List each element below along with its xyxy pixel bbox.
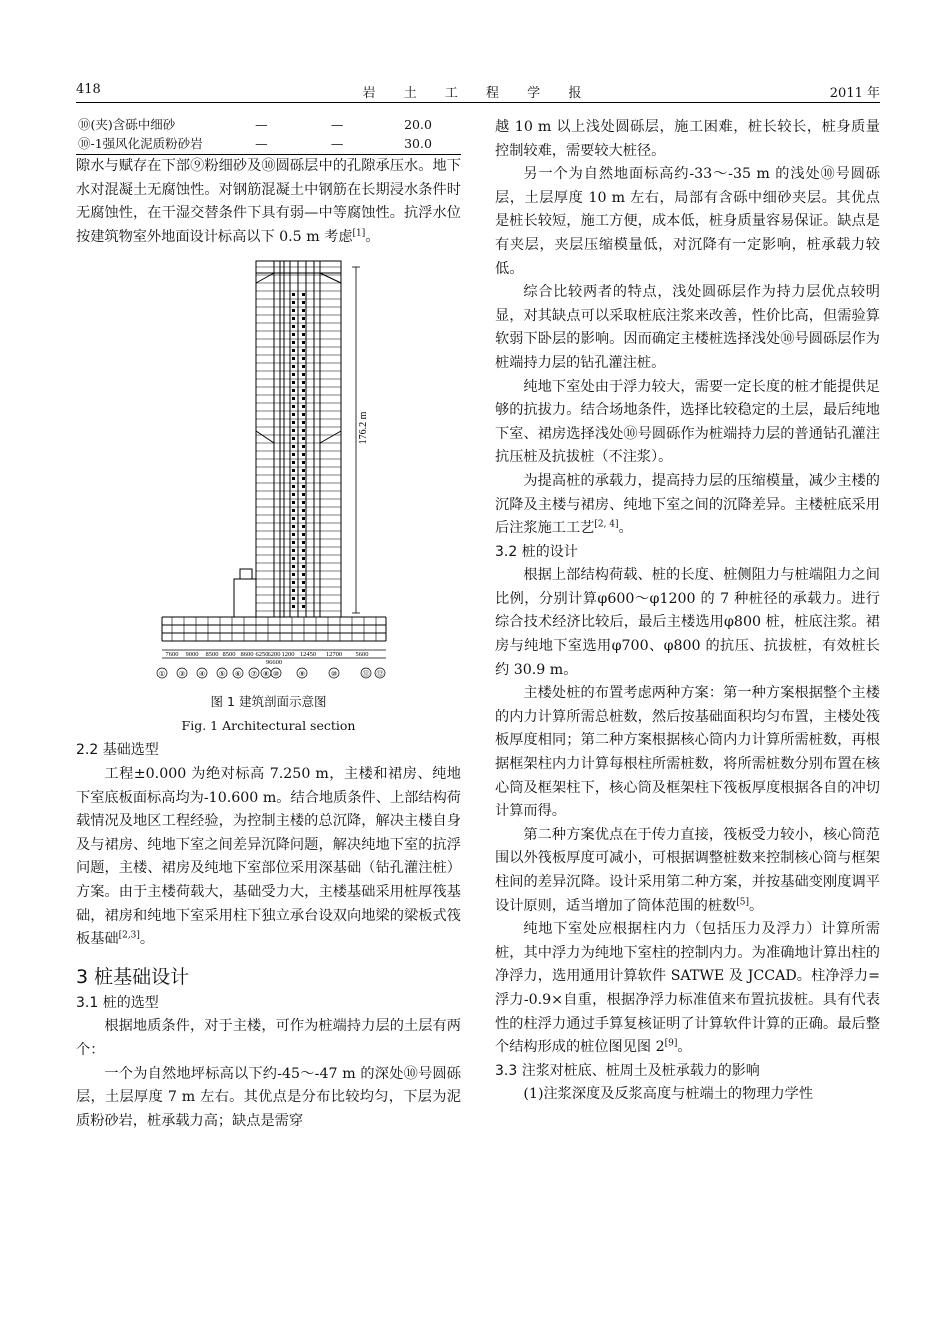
journal-title: 岩 土 工 程 学 报 — [362, 86, 594, 101]
core-opening — [292, 445, 295, 448]
core-opening — [292, 389, 295, 392]
table-row — [76, 134, 461, 155]
core-opening — [302, 437, 305, 440]
core-opening — [292, 341, 295, 344]
paragraph: 纯地下室处应根据柱内力（包括压力及浮力）计算所需桩，其中浮力为纯地下室柱的控制内力。为准确地计算出柱的净浮力，选用通用计算软件 SATWE 及 JCCAD。柱净浮力=浮力-0.9×自重，根据净浮力标准值来布置抗拔桩。具有代表性的柱浮力通过手算复核证明了计算软件计算的正确。最后整个结构形成的桩位图见图 2[9]。 — [495, 921, 880, 1056]
dimension-label: 12450 — [299, 651, 317, 659]
running-header — [76, 78, 880, 102]
core-opening — [302, 605, 305, 608]
core-opening — [292, 469, 295, 472]
core-opening — [302, 317, 305, 320]
core-opening — [292, 413, 295, 416]
core-opening — [292, 501, 295, 504]
core-opening — [292, 429, 295, 432]
dimension-label: 5600 — [355, 651, 369, 659]
table-cell: — — [330, 117, 344, 132]
core-opening — [292, 517, 295, 520]
dimension-label: 6250 — [255, 651, 269, 659]
axis-label: ⑤ — [218, 670, 226, 679]
axis-label: ④ — [198, 670, 206, 679]
core-opening — [302, 445, 305, 448]
core-opening — [292, 581, 295, 584]
citation: [9] — [664, 1038, 678, 1049]
core-opening — [302, 341, 305, 344]
axis-label: ⑥ — [234, 670, 242, 679]
core-opening — [302, 477, 305, 480]
axis-label: ⑪ — [362, 670, 370, 679]
core-opening — [302, 517, 305, 520]
citation: [2, 4] — [594, 519, 619, 530]
core-opening — [302, 501, 305, 504]
core-opening — [302, 581, 305, 584]
core-opening — [302, 533, 305, 536]
dimension-label: 7600 — [165, 651, 179, 659]
core-opening — [302, 485, 305, 488]
core-opening — [302, 421, 305, 424]
table-cell: 20.0 — [404, 117, 432, 132]
core-opening — [292, 437, 295, 440]
paragraph: 根据地质条件，对于主楼，可作为桩端持力层的土层有两个： — [76, 1018, 461, 1058]
total-dimension-label: 96600 — [265, 659, 283, 667]
core-opening — [302, 429, 305, 432]
axis-label: ③ — [178, 670, 186, 679]
core-opening — [292, 365, 295, 368]
core-opening — [292, 485, 295, 488]
core-opening — [302, 325, 305, 328]
core-opening — [292, 421, 295, 424]
axis-label: ⑩ — [330, 670, 338, 679]
core-opening — [292, 453, 295, 456]
paragraph: 纯地下室处由于浮力较大，需要一定长度的桩才能提供足够的抗拔力。结合场地条件，选择比较稳定的土层，最后纯地下室、裙房选择浅处⑩号圆砾作为桩端持力层的普通钻孔灌注抗压桩及抗拔桩（不注浆）。 — [495, 378, 880, 466]
core-opening — [292, 373, 295, 376]
core-opening — [302, 461, 305, 464]
left-column — [76, 116, 461, 1133]
core-opening — [292, 301, 295, 304]
axis-label: ⑫ — [376, 670, 384, 679]
soil-table-continuation — [76, 116, 461, 155]
paragraph: 另一个为自然地面标高约-33～-35 m 的浅处⑩号圆砾层，土层厚度 10 m 左右，局部有含砾中细砂夹层。其优点是桩长较短，施工方便，成本低，桩身质量容易保证。缺点是有夹层，夹层压缩模量低，对沉降有一定影响，桩承载力较低。 — [495, 166, 880, 277]
core-opening — [302, 309, 305, 312]
core-opening — [302, 293, 305, 296]
core-opening — [292, 509, 295, 512]
dimension-label: 8500 — [222, 651, 236, 659]
table-cell: ⑩-1强风化泥质粉砂岩 — [78, 136, 203, 151]
core-opening — [292, 461, 295, 464]
core-opening — [292, 333, 295, 336]
section-heading-3-2: 3.2 桩的设计 — [495, 543, 578, 560]
core-opening — [292, 405, 295, 408]
core-opening — [302, 493, 305, 496]
dimension-label: 8500 — [205, 651, 219, 659]
core-opening — [302, 565, 305, 568]
paragraph: 工程±0.000 为绝对标高 7.250 m，主楼和裙房、纯地下室底板面标高均为-10.600 m。结合地质条件、上部结构荷载情况及地区工程经验，为控制主楼的总沉降，解决主楼自身及与裙房、纯地下室之间差异沉降问题，解决纯地下室的抗浮问题，主楼、裙房及纯地下室部位采用深基础（钻孔灌注桩）方案。由于主楼荷载大，基础受力大，主楼基础采用桩厚筏基础，裙房和纯地下室采用柱下独立承台设双向地梁的梁板式筏板基础[2,3]。 — [76, 765, 461, 948]
axis-label: ① — [158, 670, 166, 679]
dimension-label: 9000 — [185, 651, 199, 659]
right-column — [495, 116, 880, 1107]
core-opening — [302, 413, 305, 416]
figure-caption-en: Fig. 1 Architectural section — [181, 718, 356, 734]
header-rule — [76, 102, 880, 103]
dimension-label: 1200 — [281, 651, 295, 659]
paragraph: 为提高桩的承载力，提高持力层的压缩模量，减少主楼的沉降及主楼与裙房、纯地下室之间的沉降差异。主楼桩底采用后注浆施工工艺[2, 4]。 — [495, 472, 880, 537]
core-opening — [302, 381, 305, 384]
journal-year: 2011 年 — [829, 86, 880, 101]
core-opening — [292, 597, 295, 600]
core-opening — [302, 541, 305, 544]
citation: [2,3] — [118, 930, 140, 941]
core-opening — [302, 549, 305, 552]
citation: [5] — [736, 896, 749, 907]
paragraph: 一个为自然地坪标高以下约-45～-47 m 的深处⑩号圆砾层，土层厚度 7 m 左右。其优点是分布比较均匀，下层为泥质粉砂岩，桩承载力高；缺点是需穿 — [76, 1065, 461, 1129]
axis-label: ⑦ — [250, 670, 258, 679]
core-opening — [302, 397, 305, 400]
page-number: 418 — [76, 82, 101, 97]
dimension-label: 6200 — [267, 651, 281, 659]
dimension-label: 12700 — [325, 651, 343, 659]
paragraph: 主楼处桩的布置考虑两种方案：第一种方案根据整个主楼的内力计算所需总桩数，然后按基础面积均匀布置，主楼处筏板厚度相同；第二种方案根据核心筒内力计算所需桩数，再根据框架柱内力计算每根柱所需桩数，将所需桩数分别布置在核心筒及框架柱下，核心筒及框架柱下筏板厚度根据各自的冲切计算而得。 — [495, 685, 880, 820]
paragraph: 综合比较两者的特点，浅处圆砾层作为持力层优点较明显，对其缺点可以采取桩底注浆来改善，性价比高，但需验算软弱下卧层的影响。因而确定主楼桩选择浅处⑩号圆砾层作为桩端持力层的钻孔灌注桩。 — [495, 284, 880, 371]
core-opening — [302, 357, 305, 360]
core-opening — [302, 597, 305, 600]
core-opening — [302, 573, 305, 576]
dimension-label: 8600 — [240, 651, 254, 659]
core-opening — [292, 477, 295, 480]
core-opening — [302, 301, 305, 304]
section-heading-3-1: 3.1 桩的选型 — [76, 994, 159, 1011]
core-opening — [292, 357, 295, 360]
core-opening — [292, 589, 295, 592]
core-opening — [302, 365, 305, 368]
core-opening — [292, 565, 295, 568]
core-opening — [302, 525, 305, 528]
core-opening — [302, 509, 305, 512]
axis-label: ⑨ — [298, 670, 306, 679]
core-opening — [292, 549, 295, 552]
core-opening — [292, 525, 295, 528]
core-opening — [302, 389, 305, 392]
core-opening — [302, 589, 305, 592]
paragraph: 隙水与赋存在下部⑨粉细砂及⑩圆砾层中的孔隙承压水。地下水对混凝土无腐蚀性。对钢筋混凝土中钢筋在长期浸水条件时无腐蚀性，在干湿交替条件下具有弱—中等腐蚀性。抗浮水位按建筑物室外地面设计标高以下 0.5 m 考虑[1]。 — [76, 158, 461, 245]
core-opening — [292, 573, 295, 576]
core-opening — [292, 605, 295, 608]
section-heading-2-2: 2.2 基础选型 — [76, 742, 159, 759]
core-opening — [302, 373, 305, 376]
axis-label: ⑧ — [262, 670, 270, 679]
core-opening — [302, 453, 305, 456]
figure-1 — [76, 253, 461, 691]
citation: [1] — [352, 228, 366, 239]
core-opening — [292, 541, 295, 544]
paragraph: 第二种方案优点在于传力直接，筏板受力较小，核心筒范围以外筏板厚度可减小，可根据调整桩数来控制核心筒与框架柱间的差异沉降。设计采用第二种方案，并按基础变刚度调平设计原则，适当增加了筒体范围的桩数[5]。 — [495, 826, 880, 914]
figure-caption-cn: 图 1 建筑剖面示意图 — [210, 694, 327, 710]
paragraph: 越 10 m 以上浅处圆砾层，施工困难，桩长较长，桩身质量控制较难，需要较大桩径。 — [495, 119, 880, 159]
table-cell: — — [255, 136, 268, 151]
paragraph: 根据上部结构荷载、桩的长度、桩侧阻力与桩端阻力之间比例，分别计算φ600～φ1200 的 7 种桩径的承载力。进行综合技术经济比较后，最后主楼选用φ800 桩，桩底注浆。裙房与纯地下室选用φ700、φ800 的抗压、抗拔桩，有效桩长约 30.9 m。 — [495, 567, 880, 678]
paragraph: (1)注浆深度及反浆高度与桩端土的物理力学性 — [523, 1086, 814, 1103]
core-opening — [292, 349, 295, 352]
table-cell: 30.0 — [404, 136, 432, 151]
core-opening — [302, 405, 305, 408]
core-opening — [302, 557, 305, 560]
core-opening — [302, 349, 305, 352]
core-opening — [292, 293, 295, 296]
core-opening — [292, 325, 295, 328]
core-opening — [292, 533, 295, 536]
section-heading-3: 3 桩基础设计 — [76, 965, 190, 988]
table-cell: — — [330, 136, 344, 151]
core-opening — [292, 557, 295, 560]
architectural-section-drawing — [76, 253, 461, 691]
axis-label: ⑩ — [272, 670, 280, 679]
core-opening — [292, 317, 295, 320]
core-opening — [302, 333, 305, 336]
height-label: 176.2 m — [358, 411, 369, 445]
core-opening — [292, 381, 295, 384]
section-heading-3-3: 3.3 注浆对桩底、桩周土及桩承载力的影响 — [495, 1062, 760, 1079]
core-opening — [302, 469, 305, 472]
table-row — [76, 116, 461, 134]
table-cell: ⑩(夹)含砾中细砂 — [78, 117, 176, 132]
core-opening — [292, 397, 295, 400]
core-opening — [292, 309, 295, 312]
table-cell: — — [255, 117, 268, 132]
core-opening — [292, 493, 295, 496]
